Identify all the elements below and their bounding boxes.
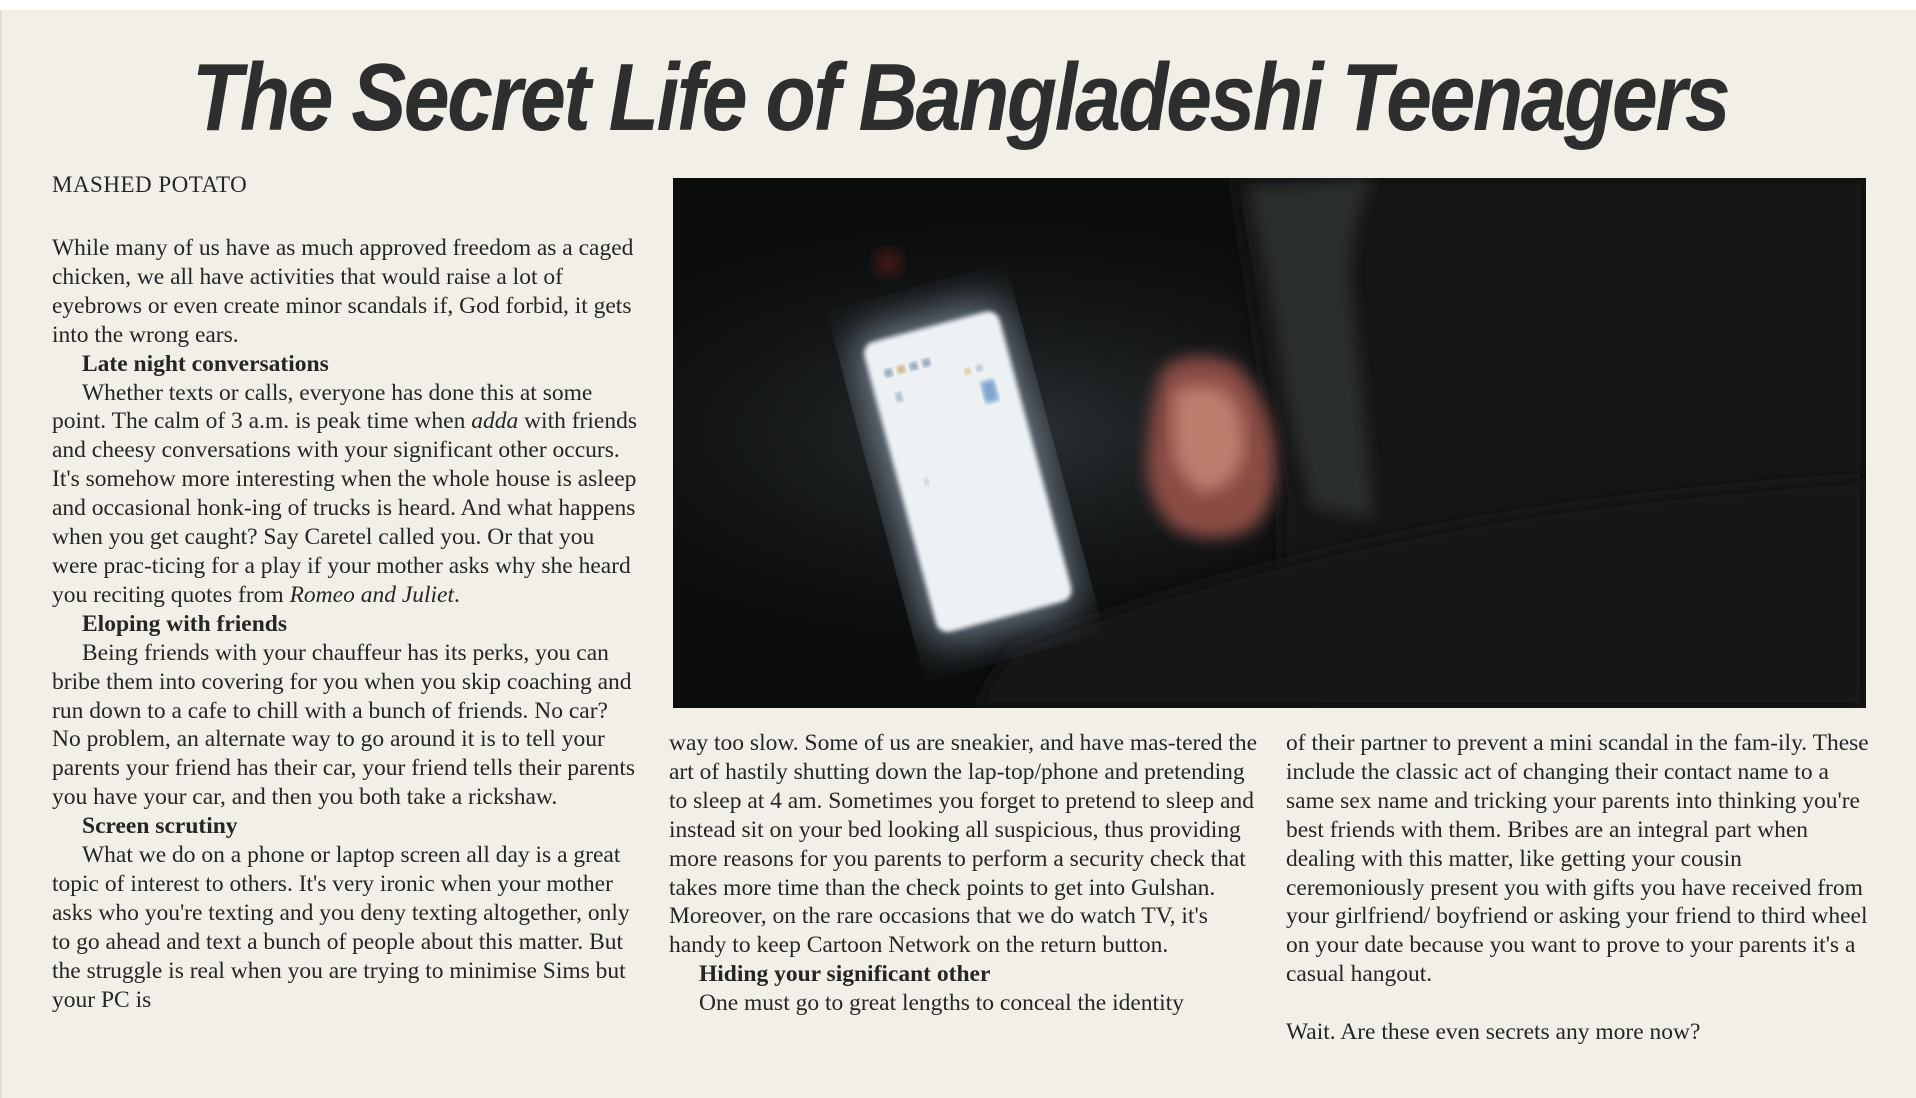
article-column-3 (1286, 729, 1876, 1047)
section-heading-hiding-partner: Hiding your significant other (699, 961, 991, 988)
screen-scrutiny-paragraph-part-2: way too slow. Some of us are sneakier, and have mas-tered the art of hastily shutting down the lap-top/phone and pretending to sleep at 4 am. Sometimes you forget to pretend to sleep and instead sit on your bed looking all suspicious, thus providing more reasons for you parents to perform a security check that takes more time than the check points to get into Gulshan. Moreover, on the rare occasions that we do watch TV, it's handy to keep Cartoon Network on the return button. (669, 730, 1258, 959)
hiding-partner-paragraph-part-2: of their partner to prevent a mini scandal in the fam-ily. These include the classic act of changing their contact name to a same sex name and tricking your parents into thinking you're best friends with them. Bribes are an integral part when dealing with this matter, like getting your cousin ceremoniously present you with gifts you have received from your girlfriend/ boyfriend or asking your friend to third wheel on your date because you want to prove to your parents it's a casual hangout. (1286, 730, 1869, 988)
teen-phone-photo-illustration (673, 178, 1866, 708)
screen-scrutiny-paragraph-part-1: What we do on a phone or laptop screen all day is a great topic of interest to others. It's very ironic when your mother asks who you're texting and you deny texting altogether, only to go ahead and text a bunch of people about this matter. But the struggle is real when you are trying to minimise Sims but your PC is (52, 842, 630, 1013)
eloping-paragraph: Being friends with your chauffeur has its perks, you can bribe them into covering for you when you skip coaching and run down to a cafe to chill with a bunch of friends. No car? No problem, an alternate way to go around it is to tell your parents your friend has their car, your friend tells their parents you have your car, and then you both take a rickshaw. (52, 639, 636, 811)
intro-paragraph: While many of us have as much approved freedom as a caged chicken, we all have activities that would raise a lot of eyebrows or even create minor scandals if, God forbid, it gets into the wrong ears. (52, 235, 634, 348)
article-headline: The Secret Life of Bangladeshi Teenagers (191, 44, 1729, 151)
late-night-emphasis-romeo: Romeo and Juliet (289, 581, 455, 608)
late-night-text-1: Whether texts or calls, everyone has done this at some point. The calm of 3 a.m. is peak time when (52, 379, 593, 435)
late-night-text-2: with friends and cheesy conversations with your significant other occurs. It's somehow more interesting when the whole house is asleep and occasional honk-ing of trucks is heard. And what happens when you get caught? Say Caretel called you. Or that you were prac-ticing for a play if your mother asks why she heard you reciting quotes from (52, 408, 637, 608)
late-night-text-3: . (454, 581, 460, 608)
hiding-partner-paragraph-part-1: One must go to great lengths to conceal the identity (699, 990, 1184, 1017)
newspaper-page (0, 10, 1916, 1098)
article-byline: MASHED POTATO (52, 172, 248, 197)
late-night-paragraph (52, 379, 642, 610)
article-column-2 (669, 729, 1259, 1018)
section-heading-eloping: Eloping with friends (82, 610, 288, 637)
article-column-1 (52, 234, 642, 1014)
section-heading-screen-scrutiny: Screen scrutiny (82, 813, 238, 840)
late-night-emphasis-adda: adda (471, 408, 519, 435)
article-photo (673, 178, 1866, 708)
section-heading-late-night: Late night conversations (82, 350, 329, 377)
paragraph-spacer (1286, 989, 1876, 1018)
closing-line: Wait. Are these even secrets any more now? (1286, 1019, 1701, 1046)
